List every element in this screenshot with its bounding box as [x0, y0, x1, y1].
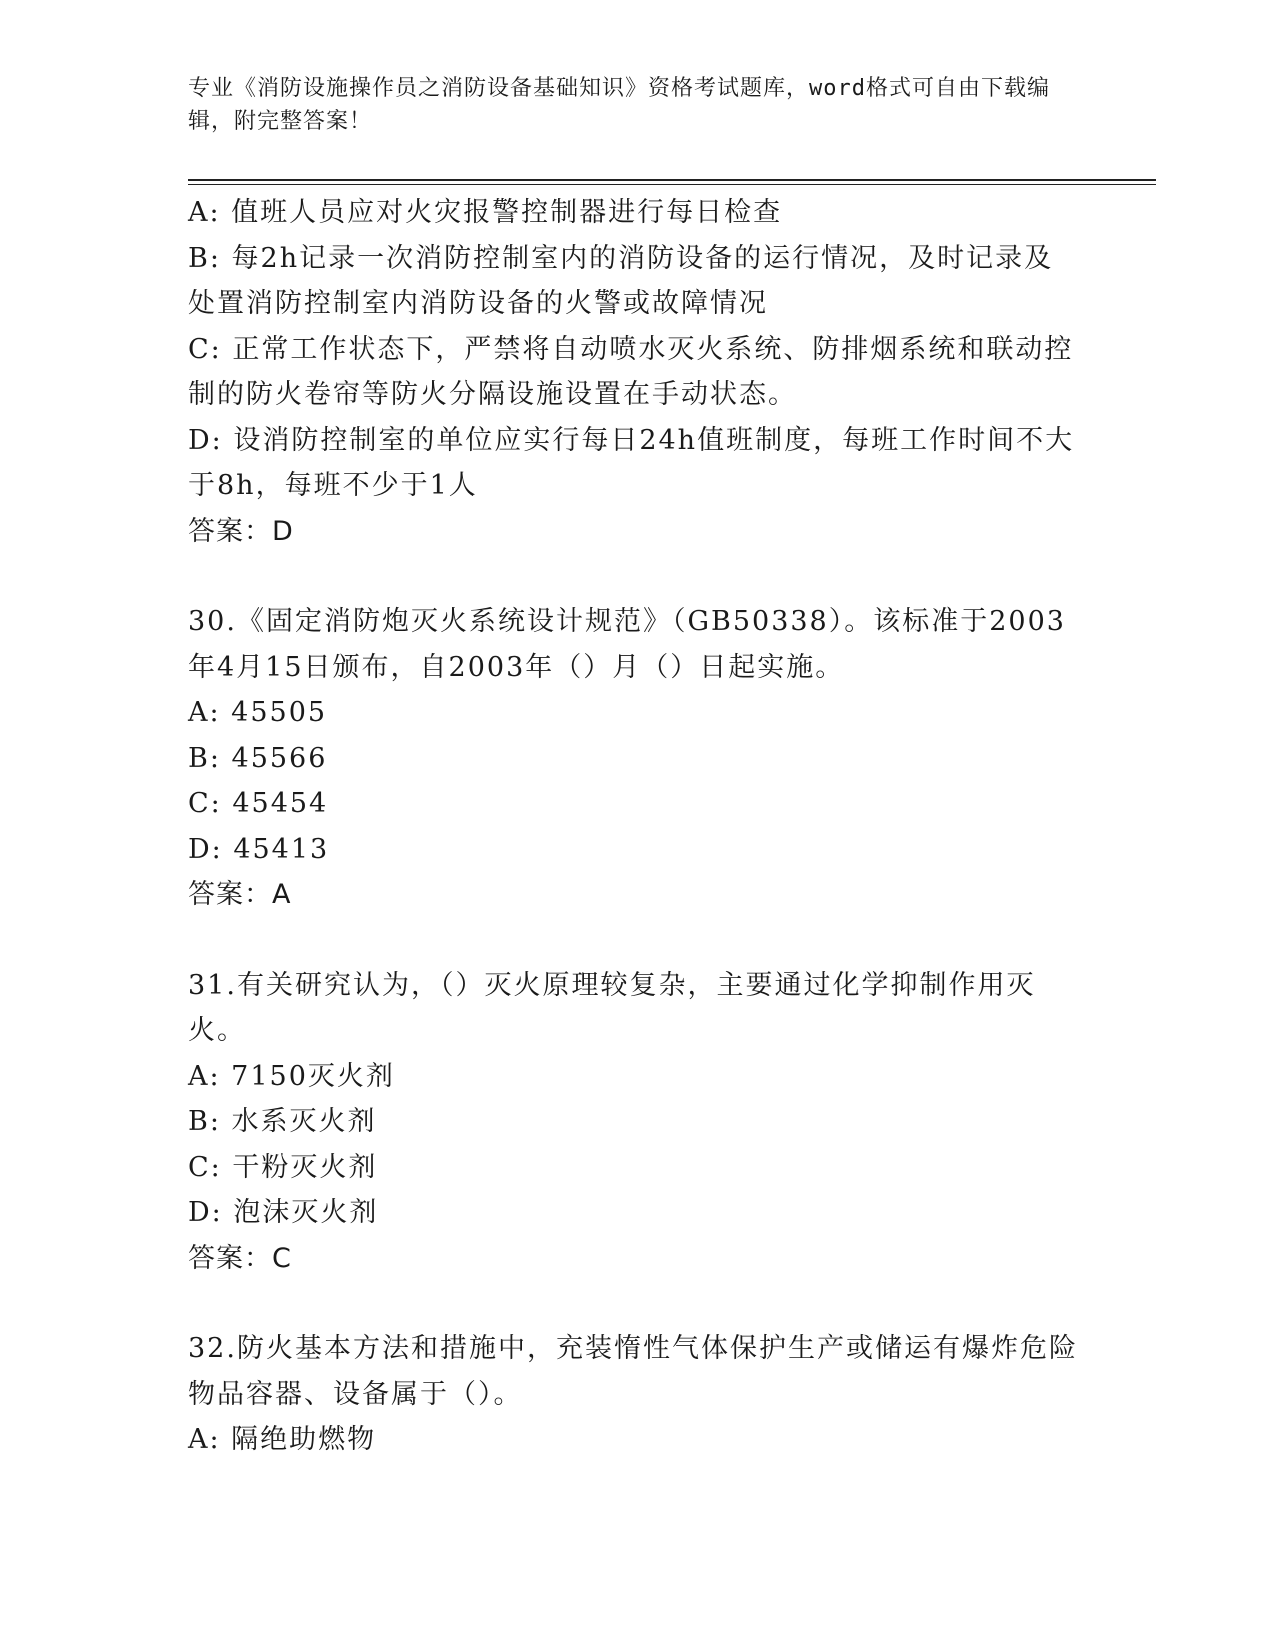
- option-d: D: 45413: [188, 833, 330, 865]
- option-b: B: 水系灭火剂: [188, 1106, 377, 1137]
- question-30: [188, 599, 1078, 918]
- option-c: C: 45454: [188, 788, 329, 819]
- header-divider-thin: [188, 184, 1156, 185]
- document-header: [188, 72, 1068, 138]
- option-c: C: 干粉灭火剂: [188, 1151, 378, 1183]
- question-content: [188, 190, 1078, 1463]
- option-a: A: 隔绝助燃物: [188, 1424, 377, 1455]
- question-31: [188, 963, 1078, 1282]
- header-divider-thick: [188, 179, 1156, 181]
- question-stem: 30.《固定消防炮灭火系统设计规范》（GB50338）。该标准于2003年4月15日颁布，自2003年（）月（）日起实施。: [188, 606, 1066, 683]
- header-title: 专业《消防设施操作员之消防设备基础知识》资格考试题库，word格式可自由下载编辑，附完整答案！: [188, 76, 1050, 134]
- question-32: [188, 1326, 1078, 1463]
- option-a: A: 值班人员应对火灾报警控制器进行每日检查: [188, 197, 783, 228]
- option-a: A: 7150灭火剂: [188, 1060, 395, 1092]
- prev-question-block: [188, 190, 1078, 554]
- question-stem: 31.有关研究认为，（）灭火原理较复杂，主要通过化学抑制作用灭火。: [188, 969, 1036, 1046]
- option-b: B: 每2h记录一次消防控制室内的消防设备的运行情况，及时记录及处置消防控制室内消防设备的火警或故障情况: [188, 242, 1054, 319]
- option-d: D: 泡沫灭火剂: [188, 1197, 379, 1228]
- answer-line: 答案：A: [188, 879, 292, 910]
- option-d: D: 设消防控制室的单位应实行每日24h值班制度，每班工作时间不大于8h，每班不少于1人: [188, 424, 1075, 501]
- option-b: B: 45566: [188, 742, 328, 774]
- answer-line: 答案：D: [188, 515, 294, 547]
- option-c: C: 正常工作状态下，严禁将自动喷水灭火系统、防排烟系统和联动控制的防火卷帘等防火分隔设施设置在手动状态。: [188, 333, 1074, 410]
- answer-line: 答案：C: [188, 1242, 292, 1274]
- option-a: A: 45505: [188, 697, 328, 728]
- question-stem: 32.防火基本方法和措施中，充装惰性气体保护生产或储运有爆炸危险物品容器、设备属于（）。: [188, 1333, 1078, 1410]
